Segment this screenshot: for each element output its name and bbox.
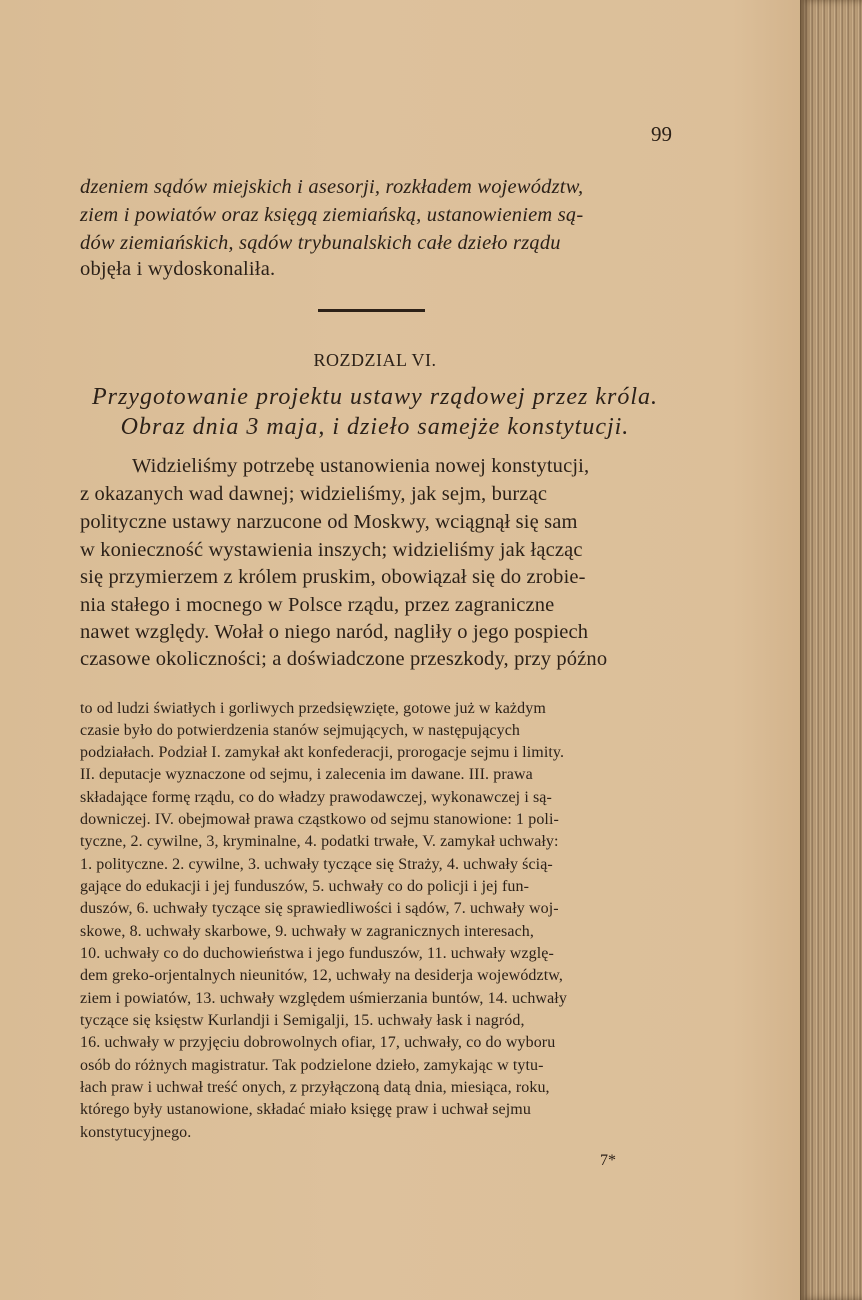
body-line: się przymierzem z królem pruskim, obowiązał się do zrobie- bbox=[80, 566, 586, 588]
footnote-line: 1. polityczne. 2. cywilne, 3. uchwały tyczące się Straży, 4. uchwały ścią- bbox=[80, 856, 553, 873]
body-line: polityczne ustawy narzucone od Moskwy, wciągnął się sam bbox=[80, 511, 578, 533]
body-line: nia stałego i mocnego w Polsce rządu, przez zagraniczne bbox=[80, 594, 555, 616]
footnote-line: osób do różnych magistratur. Tak podzielone dzieło, zamykając w tytu- bbox=[80, 1057, 544, 1074]
footnote-line: 16. uchwały w przyjęciu dobrowolnych ofiar, 17, uchwały, co do wyboru bbox=[80, 1034, 556, 1051]
page-number: 99 bbox=[651, 122, 672, 146]
footnote-line: konstytucyjnego. bbox=[80, 1124, 192, 1141]
chapter-title-line: Przygotowanie projektu ustawy rządowej przez króla. bbox=[91, 384, 659, 410]
body-line: czasowe okoliczności; a doświadczone przeszkody, przy późno bbox=[80, 648, 608, 670]
intro-line: dzeniem sądów miejskich i asesorji, rozkładem województw, bbox=[80, 176, 584, 198]
intro-line: ziem i powiatów oraz księgą ziemiańską, ustanowieniem są- bbox=[80, 204, 584, 226]
footnote-line: podziałach. Podział I. zamykał akt konfederacji, prorogacje sejmu i limity. bbox=[80, 744, 565, 761]
footnote-line: duszów, 6. uchwały tyczące się sprawiedliwości i sądów, 7. uchwały woj- bbox=[80, 900, 559, 917]
body-line: z okazanych wad dawnej; widzieliśmy, jak sejm, burząc bbox=[80, 483, 548, 505]
book-page-edges bbox=[800, 0, 862, 1300]
footnote-line: gające do edukacji i jej funduszów, 5. uchwały co do policji i jej fun- bbox=[80, 878, 530, 895]
chapter-title-line: Obraz dnia 3 maja, i dzieło samejże konstytucji. bbox=[120, 414, 630, 440]
footnote-line: downiczej. IV. obejmował prawa cząstkowo od sejmu stanowione: 1 poli- bbox=[80, 811, 559, 828]
footnote-line: skowe, 8. uchwały skarbowe, 9. uchwały w zagranicznych interesach, bbox=[80, 923, 534, 940]
footnote-line: dem greko-orjentalnych nieunitów, 12, uchwały na desiderja województw, bbox=[80, 967, 563, 984]
footnote-line: ziem i powiatów, 13. uchwały względem uśmierzania buntów, 14. uchwały bbox=[80, 990, 567, 1007]
footnote-line: 10. uchwały co do duchowieństwa i jego funduszów, 11. uchwały wzglę- bbox=[80, 945, 554, 962]
body-line: nawet względy. Wołał o niego naród, nagliły o jego pospiech bbox=[80, 621, 589, 643]
footnote-line: którego były ustanowione, składać miało księgę praw i uchwał sejmu bbox=[80, 1101, 531, 1118]
intro-line: dów ziemiańskich, sądów trybunalskich całe dzieło rządu bbox=[80, 232, 561, 254]
body-line: w konieczność wystawienia inszych; widzieliśmy jak łącząc bbox=[80, 539, 583, 561]
intro-line: objęła i wydoskonaliła. bbox=[80, 258, 276, 280]
footnote-line: tyczące się księstw Kurlandji i Semigalji, 15. uchwały łask i nagród, bbox=[80, 1012, 525, 1029]
footnote-line: czasie było do potwierdzenia stanów sejmujących, w następujących bbox=[80, 722, 521, 739]
footnote-line: łach praw i uchwał treść onych, z przyłączoną datą dnia, miesiąca, roku, bbox=[80, 1079, 550, 1096]
footnote-line: II. deputacje wyznaczone od sejmu, i zalecenia im dawane. III. prawa bbox=[80, 766, 533, 783]
footnote-line: to od ludzi światłych i gorliwych przedsięwzięte, gotowe już w każdym bbox=[80, 700, 546, 717]
chapter-heading: ROZDZIAL VI. bbox=[313, 350, 437, 370]
footnote-line: składające formę rządu, co do władzy prawodawczej, wykonawczej i są- bbox=[80, 789, 552, 806]
signature-mark: 7* bbox=[600, 1152, 616, 1169]
section-divider bbox=[318, 309, 425, 312]
body-line: Widzieliśmy potrzebę ustanowienia nowej konstytucji, bbox=[132, 455, 590, 477]
footnote-line: tyczne, 2. cywilne, 3, kryminalne, 4. podatki trwałe, V. zamykał uchwały: bbox=[80, 833, 559, 850]
